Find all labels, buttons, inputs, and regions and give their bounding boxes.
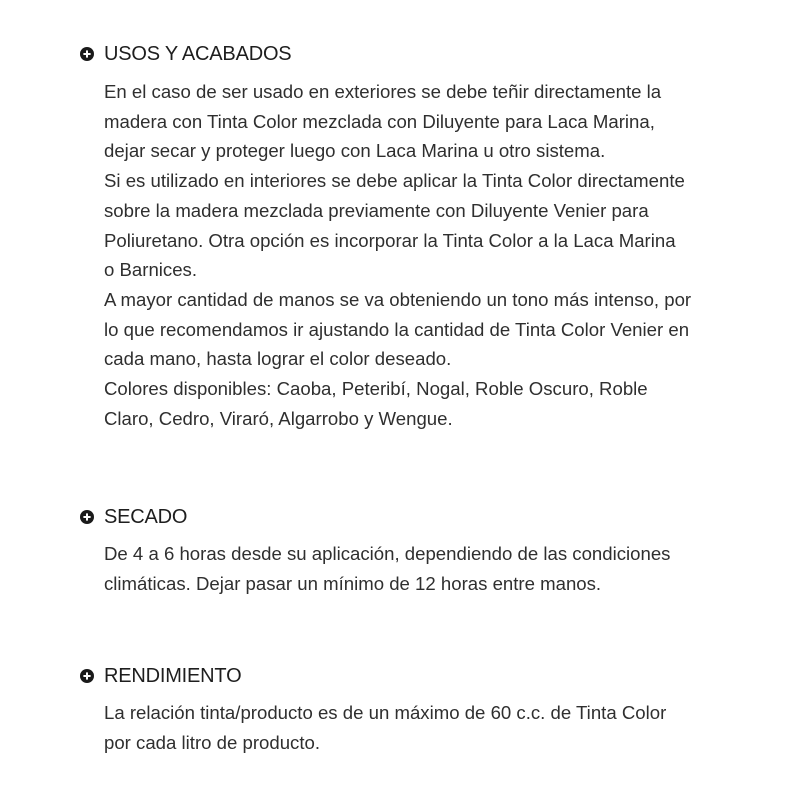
section-toggle-usos-y-acabados[interactable] <box>80 40 780 68</box>
plus-circle-icon <box>80 669 94 683</box>
section-rendimiento <box>80 662 780 757</box>
plus-circle-icon <box>80 47 94 61</box>
text-line: madera con Tinta Color mezclada con Diluyente para Laca Marina, <box>104 110 655 132</box>
section-toggle-secado[interactable] <box>80 503 780 531</box>
section-body <box>104 539 780 598</box>
text-line: sobre la madera mezclada previamente con Diluyente Venier para <box>104 199 649 221</box>
section-title: USOS Y ACABADOS <box>104 43 292 65</box>
text-line: Si es utilizado en interiores se debe aplicar la Tinta Color directamente <box>104 170 685 192</box>
text-line: cada mano, hasta lograr el color deseado. <box>104 348 452 370</box>
text-line: En el caso de ser usado en exteriores se debe teñir directamente la <box>104 81 662 102</box>
section-usos-y-acabados <box>80 40 780 433</box>
section-toggle-rendimiento[interactable] <box>80 662 780 690</box>
text-line: dejar secar y proteger luego con Laca Marina u otro sistema. <box>104 140 606 162</box>
text-line: A mayor cantidad de manos se va obteniendo un tono más intenso, por <box>104 288 692 310</box>
text-line: De 4 a 6 horas desde su aplicación, dependiendo de las condiciones <box>104 543 671 564</box>
text-line: por cada litro de producto. <box>104 731 321 753</box>
section-title: SECADO <box>104 506 188 528</box>
plus-circle-icon <box>80 510 94 524</box>
text-line: Colores disponibles: Caoba, Peteribí, Nogal, Roble Oscuro, Roble <box>104 378 648 400</box>
section-body <box>104 698 780 757</box>
text-line: Poliuretano. Otra opción es incorporar la Tinta Color a la Laca Marina <box>104 229 676 251</box>
text-line: Claro, Cedro, Viraró, Algarrobo y Wengue. <box>104 407 453 429</box>
text-line: La relación tinta/producto es de un máximo de 60 c.c. de Tinta Color <box>104 702 667 723</box>
section-body <box>104 77 780 433</box>
section-secado <box>80 503 780 598</box>
text-line: lo que recomendamos ir ajustando la cantidad de Tinta Color Venier en <box>104 318 690 340</box>
section-title: RENDIMIENTO <box>104 665 242 687</box>
text-line: climáticas. Dejar pasar un mínimo de 12 horas entre manos. <box>104 572 602 594</box>
text-line: o Barnices. <box>104 259 198 281</box>
